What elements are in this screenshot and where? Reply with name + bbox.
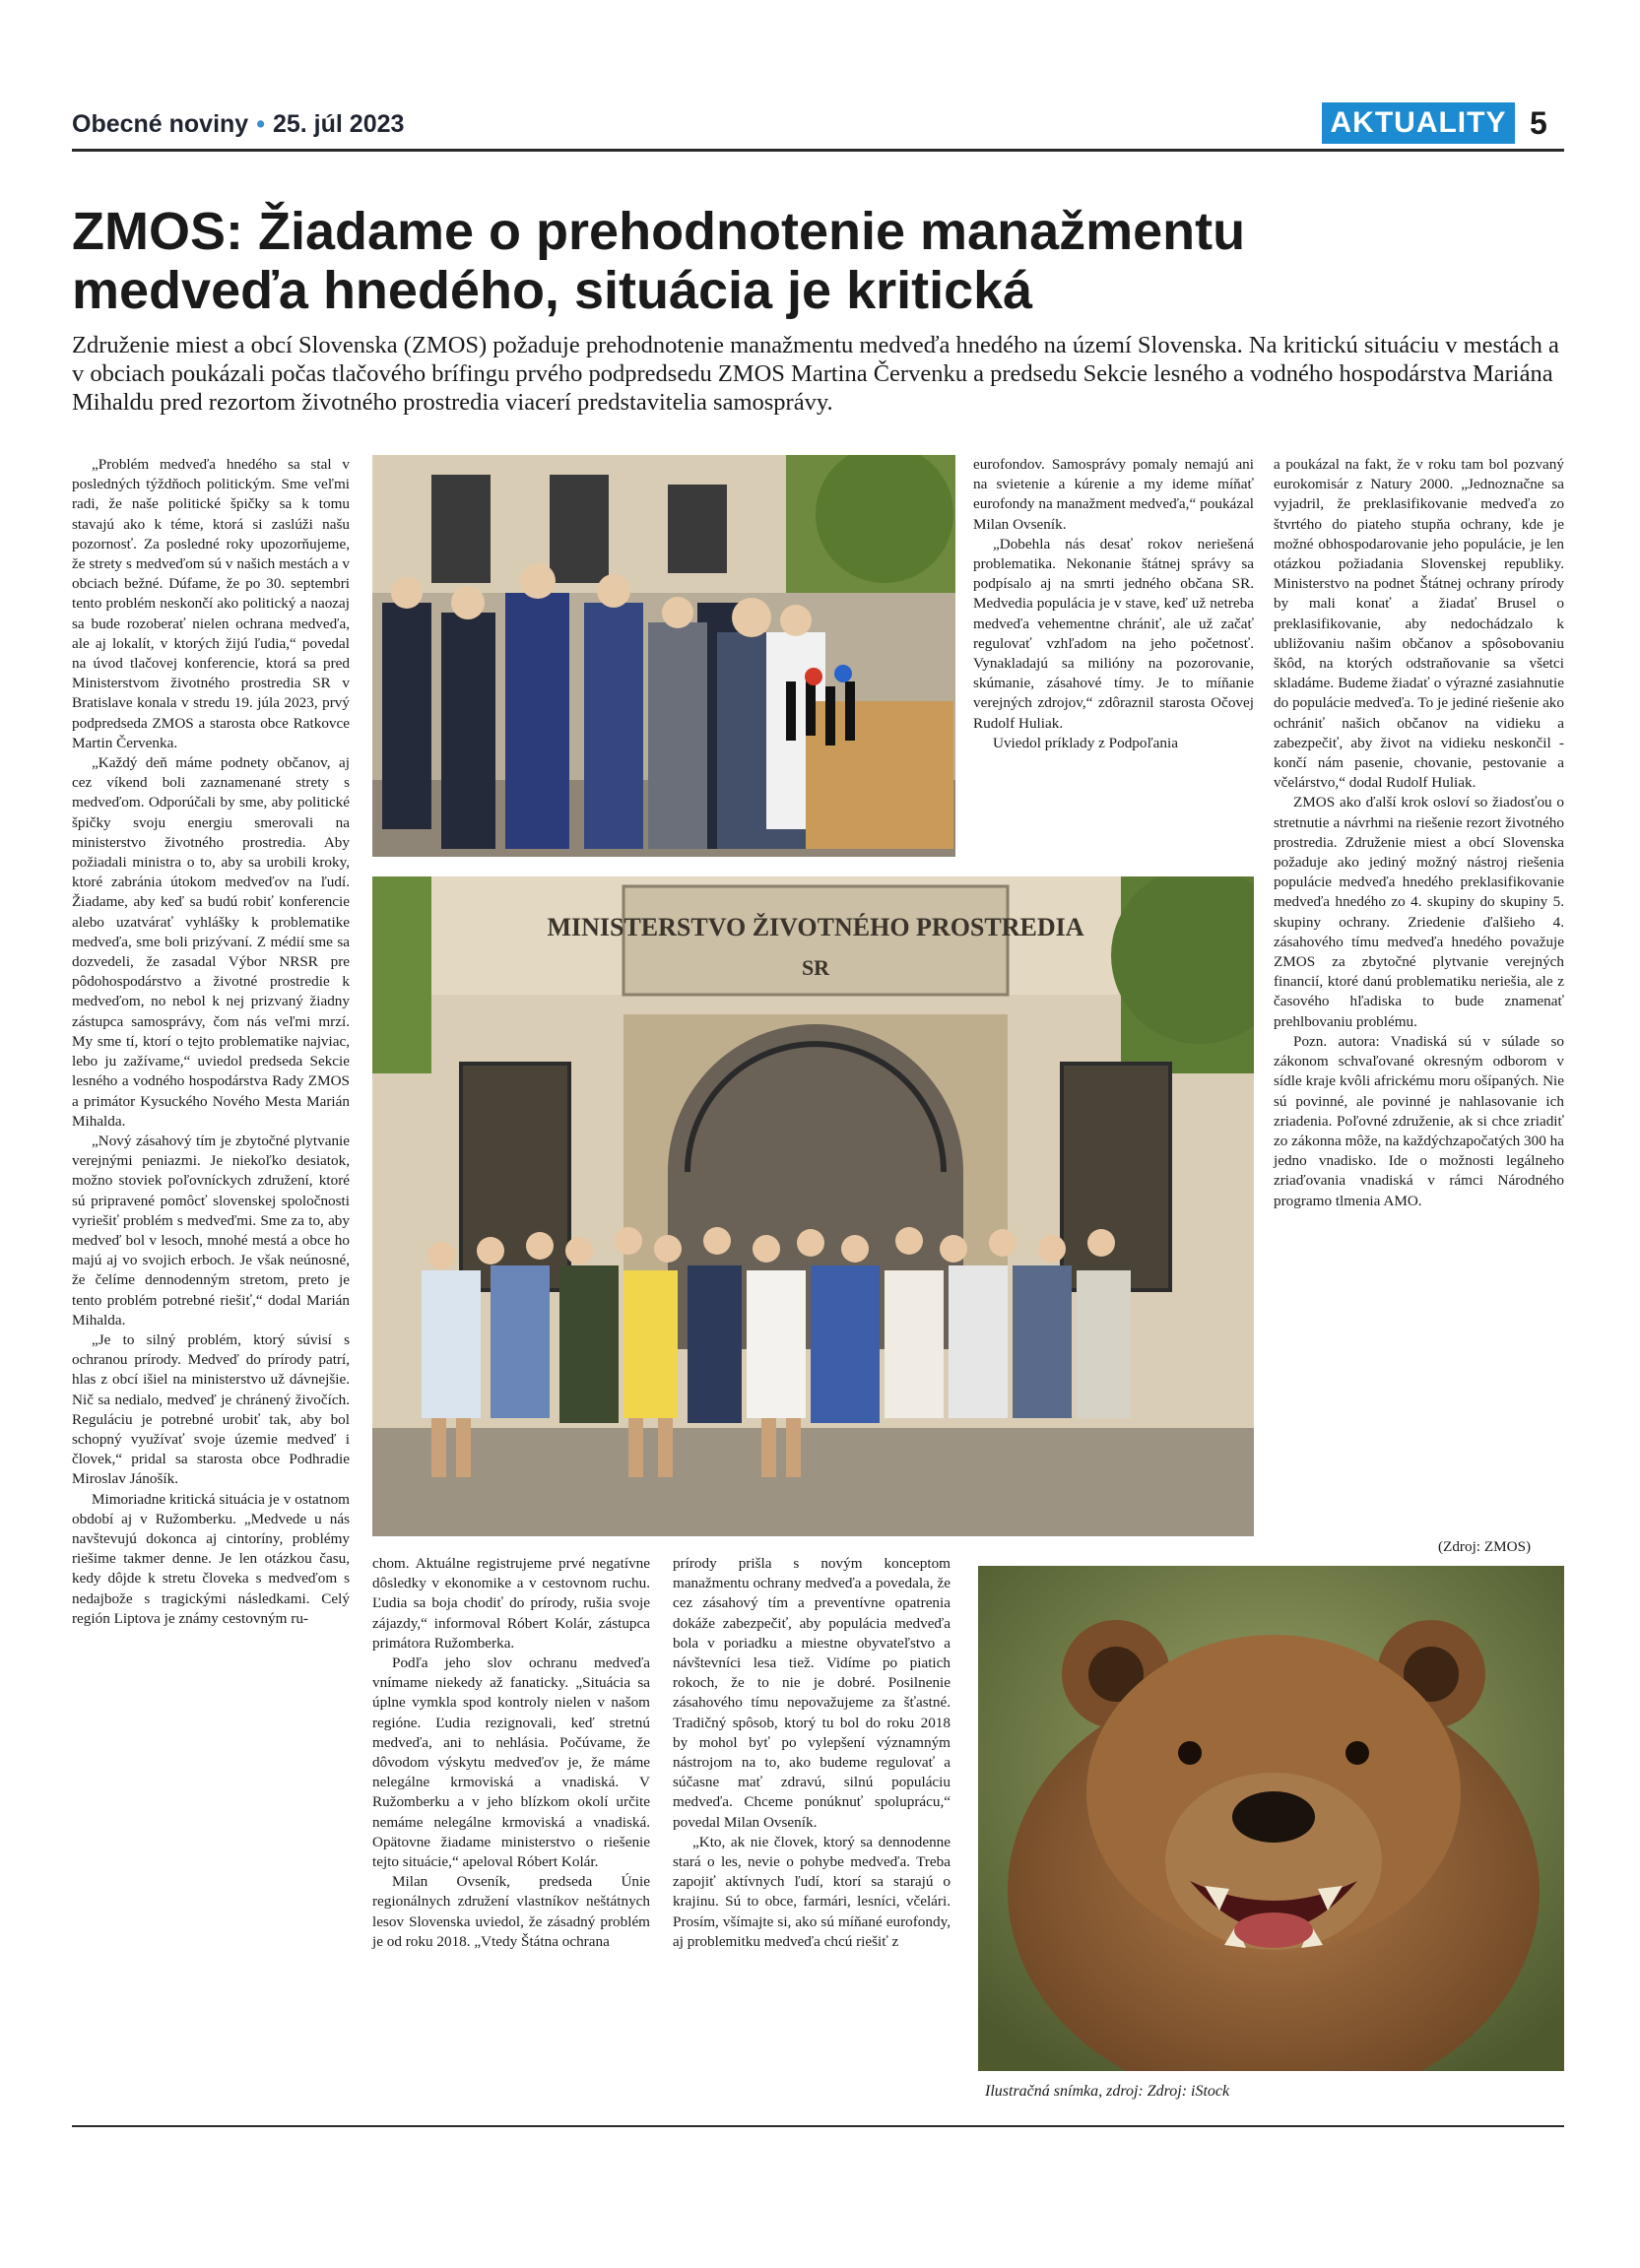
paragraph: eurofondov. Samosprávy pomaly nemajú ani na svietenie a kúrenie a my ideme míňať eurofondy na manažment medveďa,“ poukázal Milan Ovseník.	[973, 456, 1254, 533]
issue-date: 25. júl 2023	[272, 110, 405, 138]
paragraph: Pozn. autora: Vnadiská sú v súlade so zákonom schvaľované okresným odborom v sídle kraje kvôli africkému moru ošípaných. Nie sú povinné, ale povinné je nahlasovanie ich zriadenia. Poľovné združenie, ak si chce zriadiť zo zákonna môže, na každýchzapočatých 300 ha jedno vnadisko. Ide o možnosti legálneho zriaďovania vnadiská v rámci Národného programo tlmenia AMO.	[1274, 1032, 1564, 1209]
paragraph: prírody prišla s novým konceptom manažmentu ochrany medveďa a povedala, že cez zásahový tím a preventívne opatrenia dokáže zabezpečiť, aby populácia medveďa bola v poriadku a miestne obyvateľstvo a návštevníci lesa tiež. Vidíme po piatich rokoch, že to nie je dobré. Posilnenie zásahového tímu nepovažujeme za šťastné. Tradičný spôsob, ktorý tu bol do roku 2018 by mohol byť po vylepšení významným nástrojom na to, ako budeme regulovať a súčasne mať zdravú, silnú populáciu medveďa. Chceme ponúknuť spoluprácu,“ povedal Milan Ovseník.	[673, 1555, 951, 1831]
article-lead: Združenie miest a obcí Slovenska (ZMOS) požaduje prehodnotenie manažmentu medveďa hnedého na území Slovenska. Na kritickú situáciu v mestách a v obciach poukázali počas tlačového brífingu prvého podpredsedu ZMOS Martina Červenku a predsedu Sekcie lesného a vodného hospodárstva Mariána Mihaldu pred rezortom životného prostredia viacerí predstavitelia samosprávy.	[72, 332, 1559, 416]
paragraph: ZMOS ako ďalší krok osloví so žiadosťou o stretnutie a návrhmi na riešenie rezort životného prostredia. Združenie miest a obcí Slovenska požaduje ako jediný možný nástroj riešenia populácie medveďa hnedého preklasifikovanie medveďa hnedého zo 4. skupiny do skupiny 5. skupiny ochrany. Zriedenie ďalšieho 4. zásahového tímu medveďa hnedého považuje ZMOS za zbytočné plytvanie verejných financií, ktoré danú problematiku neriešia, ale z časového hľadiska to bude znamenať prehlbovaniu problému.	[1274, 794, 1564, 1030]
section-label: AKTUALITY	[1322, 102, 1515, 144]
press-conference-photo	[372, 455, 955, 857]
page-number: 5	[1530, 105, 1547, 141]
separator-dot: •	[256, 110, 265, 138]
text-column-3-top	[973, 455, 1254, 869]
paper-name: Obecné noviny	[72, 110, 249, 138]
building-sign: MINISTERSTVO ŽIVOTNÉHO PROSTREDIA	[547, 913, 1084, 941]
building-sign-sr: SR	[801, 955, 830, 980]
paragraph: „Problém medveďa hnedého sa stal v posledných týždňoch politickým. Sme veľmi radi, že naše politické špičky sa k tomu stavajú ako k téme, ktorá si zaslúži našu pozornosť. Za posledné roky upozorňujeme, že strety s medveďom sú v našich mestách a v obciach bežné. Dúfame, že po 30. septembri tento problém neskončí ako politický a naozaj sa bude rozoberať nielen ochrana medveďa, ale aj lokalít, v ktorých žijú ľudia,“ povedal na úvod tlačovej konferencie, ktorá sa pred Ministerstvom životného prostredia SR v Bratislave konala v stredu 19. júla 2023, prvý podpredseda ZMOS a starosta obce Ratkovce Martin Červenka.	[72, 456, 350, 751]
paragraph: Uviedol príklady z Podpoľania	[993, 734, 1178, 751]
bear-photo-caption: Ilustračná snímka, zdroj: Zdroj: iStock	[985, 2083, 1230, 2100]
bear-photo	[978, 1566, 1564, 2071]
article-headline	[72, 202, 1564, 320]
paragraph: Milan Ovseník, predseda Únie regionálnych združení vlastníkov neštátnych lesov Slovenska uviedol, že zásadný problém je od roku 2018. „Vtedy Štátna ochrana	[372, 1873, 650, 1950]
group-photo-ministry	[372, 876, 1254, 1536]
masthead	[72, 110, 404, 139]
text-column-1	[72, 455, 350, 2080]
paragraph: „Dobehla nás desať rokov neriešená problematika. Nekonanie štátnej správy sa podpísalo aj na smrti jedného občana SR. Medvedia populácia je v stave, keď už netreba medveďa vehementne chrániť, ale už začať regulovať vzhľadom na jeho početnosť. Vynakladajú sa milióny na pozorovanie, skúmanie, zásahové tímy. Je to míňanie verejných zdrojov,“ zdôraznil starosta Očovej Rudolf Huliak.	[973, 535, 1254, 732]
paragraph: Podľa jeho slov ochranu medveďa vnímame niekedy až fanaticky. „Situácia sa úplne vymkla spod kontroly nielen v našom regióne. Ľudia rezignovali, keď stretnú medveďa, ani to nehlásia. Počúvame, že dôvodom výskytu medveďov je, že máme nelegálne krmoviská a vnadiská. V Ružomberku a v jeho blízkom okolí určite nemáme nelegálne krmoviská a vnadiská. Opätovne žiadame ministerstvo o riešenie tejto situácie,“ apeloval Róbert Kolár.	[372, 1654, 650, 1871]
text-column-2	[372, 1554, 650, 2076]
paragraph: „Každý deň máme podnety občanov, aj cez víkend boli zaznamenané strety s medveďom. Odporúčali by sme, aby politické špičky svoju energiu smerovali na ministerstvo životného prostredia. Aby požiadali ministra o to, aby sa urobili kroky, ktoré zabránia útokom medveďov na ľudí. Žiadame, aby keď sa budú robiť konferencie alebo uzatvárať vyhlášky k problematike medveďa, sme boli prizývaní. Z médií sme sa dozvedeli, že zasadal Výbor NRSR pre pôdohospodárstvo a životné prostredie k medveďom, no nebol k nej prizvaný žiadny zástupca samosprávy, čom nás veľmi mrzí. My sme tí, ktorí o tejto problematike najviac, lebo ju zažívame,“ uviedol predseda Sekcie lesného a vodného hospodárstva Rady ZMOS a primátor Kysuckého Nového Mesta Marián Mihalda.	[72, 754, 350, 1130]
paragraph: „Je to silný problém, ktorý súvisí s ochranou prírody. Medveď do prírody patrí, hlas z obcí išiel na ministerstvo už dávnejšie. Nič sa nedialo, medveď je chránený živočích. Reguláciu je potrebné urobiť tak, aby bol schopný využívať svoje územie medveď i človek,“ pridal sa starosta obce Podhradie Miroslav Jánošík.	[72, 1330, 350, 1488]
headline-line-2: medveďa hnedého, situácia je kritická	[72, 261, 1033, 320]
headline-line-1: ZMOS: Žiadame o prehodnotenie manažmentu	[72, 202, 1246, 261]
source-note: (Zdroj: ZMOS)	[1438, 1538, 1532, 1555]
paragraph: „Nový zásahový tím je zbytočné plytvanie verejnými peniazmi. Je niekoľko desiatok, možno stoviek poľovníckych združení, ktoré sú pripravené pomôcť slovenskej spoločnosti vyriešiť problém s medveďmi. Sme za to, aby medveď bol v lesoch, mnohé mestá a obce ho majú aj vo svojich erboch. Je však neúnosné, že čelíme dennodenným stretom, preto je tento problém potrebné riešiť,“ dodal Marián Mihalda.	[72, 1132, 350, 1328]
text-column-3-bottom	[673, 1554, 951, 2076]
paragraph: „Kto, ak nie človek, ktorý sa dennodenne stará o les, nevie o pohybe medveďa. Treba zapojiť aktívnych ľudí, ktorí sa starajú o krajinu. Sú to obce, farmári, lesníci, včelári. Prosím, všímajte si, ako sú míňané eurofondy, aj problemitku medveďa chcú riešiť z	[673, 1833, 951, 1950]
paragraph: chom. Aktuálne registrujeme prvé negatívne dôsledky v ekonomike a v cestovnom ruchu. Ľudia sa boja chodiť do prírody, rušia svoje zájazdy,“ informoval Róbert Kolár, zástupca primátora Ružomberka.	[372, 1555, 650, 1652]
header-divider	[72, 149, 1564, 152]
paragraph: a poukázal na fakt, že v roku tam bol pozvaný eurokomisár z Natury 2000. „Jednoznačne sa vyjadril, že preklasifikovanie medveďa zo štvrtého do piateho stupňa ochrany, kde je možné obhospodarovanie jeho populácie, je len otázkou požiadania Slovenskej republiky. Ministerstvo na podnet Štátnej ochrany prírody by mali konať a žiadať Brusel o preklasifikovanie, aby nedochádzalo k ubližovaniu našim občanov a spôsobovaniu škôd, na ktorých odstraňovanie sa všetci skladáme. Budeme žiadať o výrazné zasiahnutie do populácie medveďa. To je jediné riešenie ako ochrániť našich občanov na vidieku a zabezpečiť, aby život na vidieku neskončil - končí nám pasenie, chovanie, pestovanie a včelárstvo,“ dodal Rudolf Huliak.	[1274, 456, 1564, 792]
paragraph: Mimoriadne kritická situácia je v ostatnom období aj v Ružomberku. „Medvede u nás navštevujú dokonca aj cintoríny, problémy riešime takmer denne. Je len otázkou času, kedy dôjde k stretu človeka s medveďom s nedajbože s tragickými následkami. Celý región Liptova je známy cestovným ru-	[72, 1490, 350, 1627]
text-column-4	[1274, 455, 1564, 1538]
footer-divider	[72, 2125, 1564, 2127]
